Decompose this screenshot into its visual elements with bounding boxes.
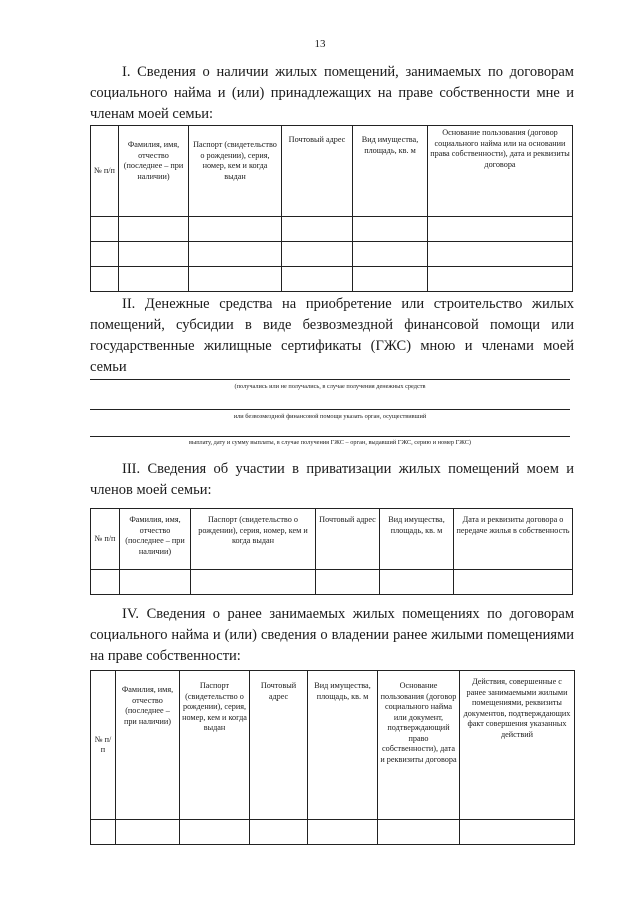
page-number: 13 xyxy=(314,38,326,50)
section-1-table xyxy=(90,125,573,292)
col-actions-performed: Действия, совершенные с ранее занимаемыми жилыми помещениями, реквизиты документов, подтверждающих факт совершения указанных действий xyxy=(460,671,575,820)
col-passport: Паспорт (свидетельство о рождении), серия, номер, кем и когда выдан xyxy=(191,509,316,570)
col-property-type-area: Вид имущества, площадь, кв. м xyxy=(380,509,454,570)
table-header-row xyxy=(91,509,573,570)
col-property-type-area: Вид имущества, площадь, кв. м xyxy=(308,671,378,820)
table-header-row xyxy=(91,126,573,217)
col-full-name: Фамилия, имя, отчество (последнее – при наличии) xyxy=(116,671,180,820)
col-postal-address: Почтовый адрес xyxy=(282,126,353,217)
col-number: № п/п xyxy=(91,509,120,570)
fill-hint-3: выплату, дату и сумму выплаты, в случае получения ГЖС – орган, выдавший ГЖС, серию и номер ГЖС) xyxy=(188,439,472,446)
fill-line-2[interactable] xyxy=(90,409,570,410)
fill-hint-2: или безвозмездной финансовой помощи указать орган, осуществивший xyxy=(233,413,427,420)
col-property-type-area: Вид имущества, площадь, кв. м xyxy=(353,126,428,217)
col-passport: Паспорт (свидетельство о рождении), серия, номер, кем и когда выдан xyxy=(180,671,250,820)
fill-hint-1: (получались или не получались, в случае получения денежных средств xyxy=(234,383,426,390)
section-4-table xyxy=(90,670,575,845)
section-3-table xyxy=(90,508,573,595)
section-1-heading: I. Сведения о наличии жилых помещений, занимаемых по договорам социального найма и (или) принадлежащих на праве собственности мне и членам моей семьи: xyxy=(90,64,574,122)
section-3-heading: III. Сведения об участии в приватизации жилых помещений моем и членов моей семьи: xyxy=(90,461,574,498)
col-passport: Паспорт (свидетельство о рождении), серия, номер, кем и когда выдан xyxy=(189,126,282,217)
col-postal-address: Почтовый адрес xyxy=(316,509,380,570)
col-postal-address: Почтовый адрес xyxy=(250,671,308,820)
section-4-heading: IV. Сведения о ранее занимаемых жилых помещениях по договорам социального найма и (или) сведения о владении ранее жилыми помещениями на праве собственности: xyxy=(90,606,574,664)
table-row xyxy=(91,570,573,595)
col-usage-basis: Основание пользования (договор социального найма или документ, подтверждающий право собственности), дата и реквизиты договора xyxy=(378,671,460,820)
fill-line-3[interactable] xyxy=(90,436,570,437)
table-row xyxy=(91,267,573,292)
table-header-row xyxy=(91,671,575,820)
table-row xyxy=(91,242,573,267)
table-row xyxy=(91,820,575,845)
col-number: № п/п xyxy=(91,126,119,217)
col-full-name: Фамилия, имя, отчество (последнее – при наличии) xyxy=(119,126,189,217)
fill-line-1[interactable] xyxy=(90,379,570,380)
section-2-heading: II. Денежные средства на приобретение или строительство жилых помещений, субсидии в виде безвозмездной финансовой помощи или государственные жилищные сертификаты (ГЖС) мною и членами моей семьи xyxy=(90,296,574,375)
col-number: № п/п xyxy=(91,671,116,820)
col-usage-basis: Основание пользования (договор социального найма или на основании права собственности), дата и реквизиты договора xyxy=(428,126,573,217)
col-full-name: Фамилия, имя, отчество (последнее – при наличии) xyxy=(120,509,191,570)
col-privatization-contract: Дата и реквизиты договора о передаче жилья в собственность xyxy=(454,509,573,570)
table-row xyxy=(91,217,573,242)
